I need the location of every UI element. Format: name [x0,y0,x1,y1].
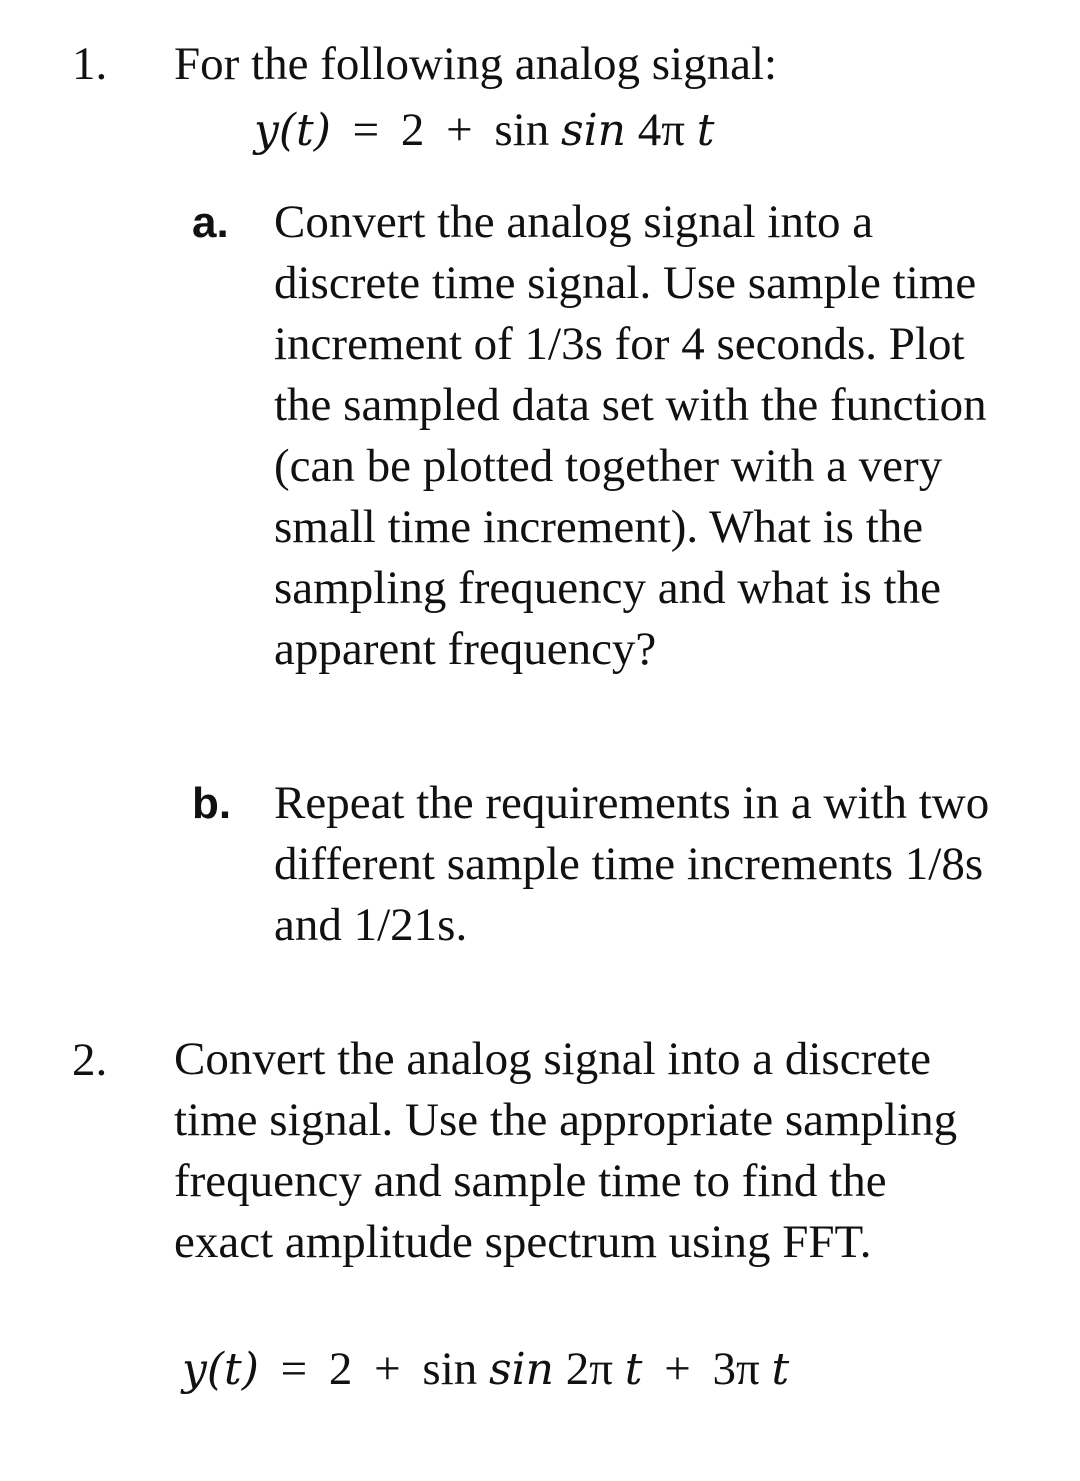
eq2-plus: + [374,1343,401,1395]
eq1-sin-roman: sin [494,104,550,156]
eq2-sin-roman: sin [422,1343,478,1395]
eq1-variable: t [696,105,715,156]
eq2-variable-1: t [624,1344,643,1395]
eq2-argument-1: 2π [565,1343,613,1395]
eq1-equals: = [352,104,380,156]
eq1-constant: 2 [400,104,425,156]
question-1-equation [254,100,714,161]
eq2-plus-2: + [664,1343,691,1395]
question-1-intro: For the following analog signal: [174,38,778,90]
eq1-paren-t: (t) [278,105,331,156]
question-2-equation [182,1339,789,1400]
eq1-plus: + [446,104,473,156]
eq1-y: y [254,105,279,156]
part-a-label: a. [192,198,229,247]
eq2-sin-italic: sin [489,1344,555,1395]
eq2-constant: 2 [328,1343,353,1395]
question-2-text: Convert the analog signal into a discrete time signal. Use the appropriate sampling frequency and sample time to find the exact amplitude spectrum using FFT. [174,1033,958,1268]
eq2-equals: = [280,1343,308,1395]
eq2-paren-t: (t) [206,1344,259,1395]
eq2-y: y [182,1344,207,1395]
part-a-text: Convert the analog signal into a discrete time signal. Use sample time increment of 1/3s for 4 seconds. Plot the sampled data set with the function (can be plotted together with a very small time increment). What is the sampling frequency and what is the apparent frequency? [274,196,987,675]
question-2-number: 2. [72,1034,108,1086]
eq2-variable-2: t [771,1344,790,1395]
part-b-label: b. [192,779,232,828]
eq1-sin-italic: sin [561,105,627,156]
eq1-argument: 4π [637,104,685,156]
question-1-number: 1. [72,38,108,90]
eq2-argument-2: 3π [712,1343,760,1395]
part-b-text: Repeat the requirements in a with two different sample time increments 1/8s and 1/21s. [274,777,990,951]
